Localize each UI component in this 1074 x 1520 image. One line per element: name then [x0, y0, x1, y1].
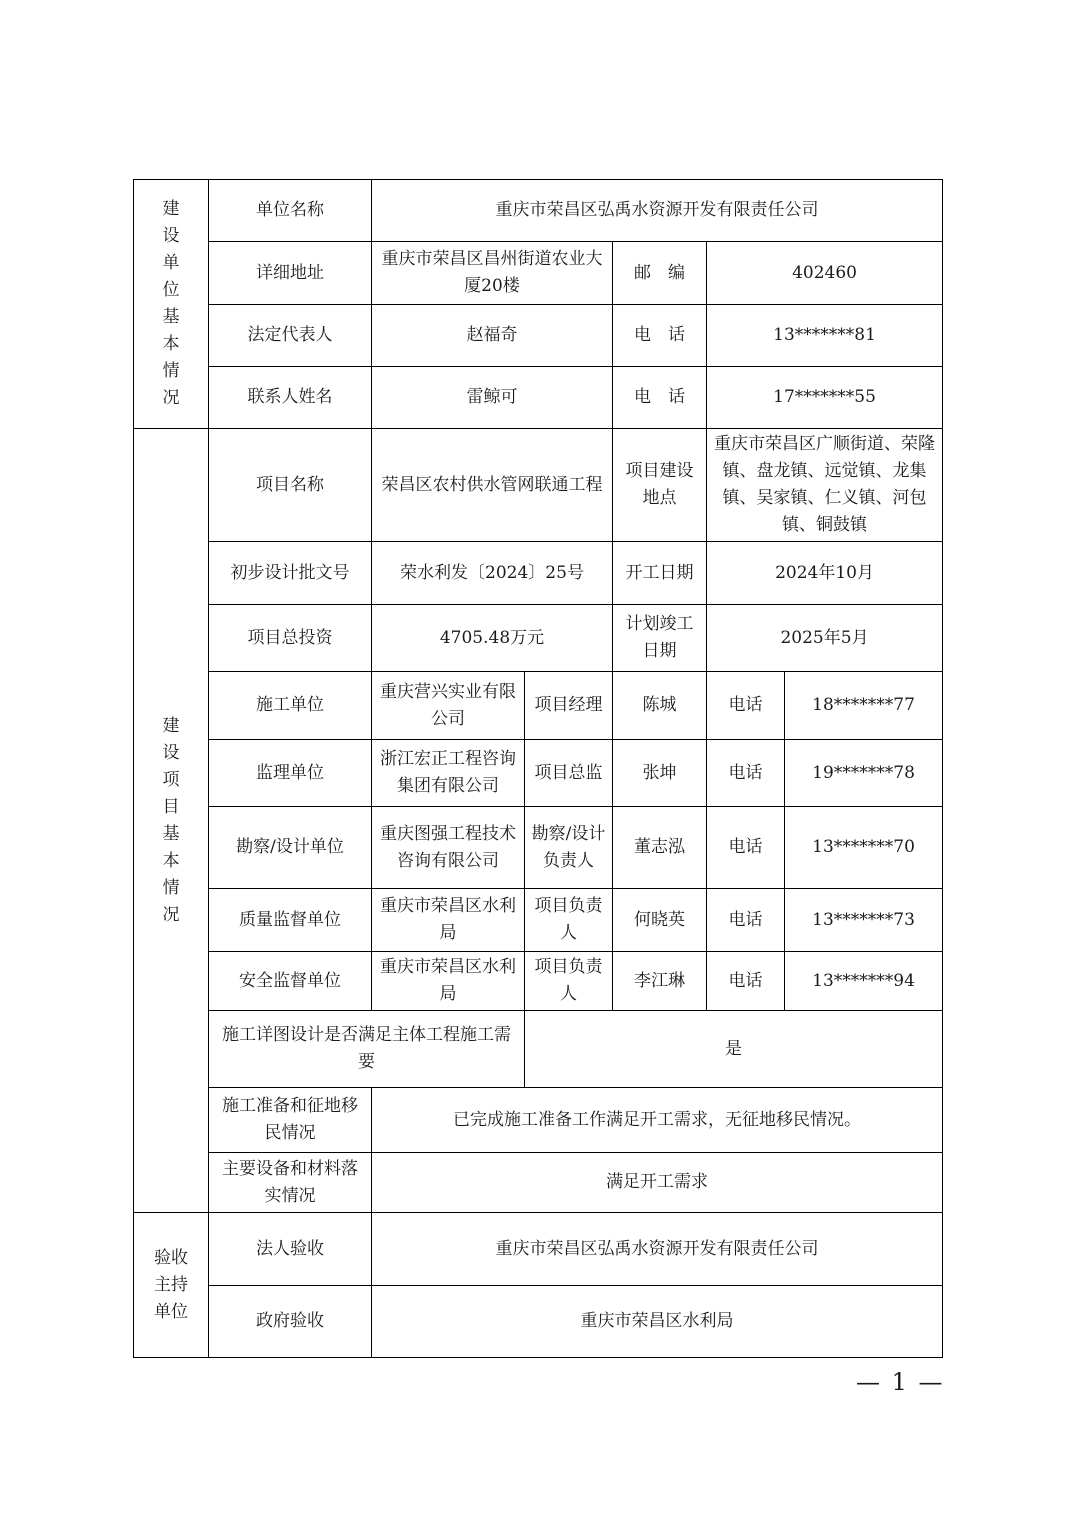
legal-rep-phone-label: 电 话	[613, 305, 707, 367]
contact-label: 联系人姓名	[209, 367, 372, 429]
row-unit-design	[134, 807, 943, 889]
quality-unit-label: 质量监督单位	[209, 889, 372, 952]
investment-value: 4705.48万元	[372, 605, 613, 672]
legal-rep-label: 法定代表人	[209, 305, 372, 367]
design-unit-org: 重庆图强工程技术咨询有限公司	[372, 807, 525, 889]
gov-acceptance-value: 重庆市荣昌区水利局	[372, 1286, 943, 1358]
safety-unit-org: 重庆市荣昌区水利局	[372, 952, 525, 1011]
section-builder-label: 建 设 单 位 基 本 情 况	[134, 180, 209, 429]
design-unit-label: 勘察/设计单位	[209, 807, 372, 889]
supervision-unit-label: 监理单位	[209, 740, 372, 807]
safety-unit-role: 项目负责人	[525, 952, 613, 1011]
quality-unit-role: 项目负责人	[525, 889, 613, 952]
row-unit-safety	[134, 952, 943, 1011]
supervision-unit-person: 张坤	[613, 740, 707, 807]
postcode-label: 邮 编	[613, 242, 707, 305]
supervision-unit-role: 项目总监	[525, 740, 613, 807]
unit-name-label: 单位名称	[209, 180, 372, 242]
project-location-label: 项目建设地点	[613, 429, 707, 542]
drawing-value: 是	[525, 1011, 943, 1088]
construction-unit-phone: 18*******77	[785, 672, 943, 740]
project-info-table	[133, 179, 943, 1358]
safety-unit-label: 安全监督单位	[209, 952, 372, 1011]
construction-unit-org: 重庆营兴实业有限公司	[372, 672, 525, 740]
design-unit-phone: 13*******70	[785, 807, 943, 889]
construction-unit-role: 项目经理	[525, 672, 613, 740]
row-investment	[134, 605, 943, 672]
safety-unit-phone: 13*******94	[785, 952, 943, 1011]
construction-unit-label: 施工单位	[209, 672, 372, 740]
quality-unit-org: 重庆市荣昌区水利局	[372, 889, 525, 952]
start-date-value: 2024年10月	[707, 542, 943, 605]
row-project-name	[134, 429, 943, 542]
row-contact	[134, 367, 943, 429]
design-unit-person: 董志泓	[613, 807, 707, 889]
supervision-unit-phone: 19*******78	[785, 740, 943, 807]
equipment-value: 满足开工需求	[372, 1153, 943, 1213]
prep-value: 已完成施工准备工作满足开工需求，无征地移民情况。	[372, 1088, 943, 1153]
quality-unit-phone-label: 电话	[707, 889, 785, 952]
start-date-label: 开工日期	[613, 542, 707, 605]
equipment-label: 主要设备和材料落实情况	[209, 1153, 372, 1213]
design-unit-role: 勘察/设计负责人	[525, 807, 613, 889]
safety-unit-person: 李江琳	[613, 952, 707, 1011]
design-unit-phone-label: 电话	[707, 807, 785, 889]
row-prep	[134, 1088, 943, 1153]
drawing-label: 施工详图设计是否满足主体工程施工需要	[209, 1011, 525, 1088]
section-project-label: 建 设 项 目 基 本 情 况	[134, 429, 209, 1213]
row-drawing	[134, 1011, 943, 1088]
row-equipment	[134, 1153, 943, 1213]
legal-rep-value: 赵福奇	[372, 305, 613, 367]
project-location-value: 重庆市荣昌区广顺街道、荣隆镇、盘龙镇、远觉镇、龙集镇、吴家镇、仁义镇、河包镇、铜鼓镇	[707, 429, 943, 542]
supervision-unit-org: 浙江宏正工程咨询集团有限公司	[372, 740, 525, 807]
investment-label: 项目总投资	[209, 605, 372, 672]
address-label: 详细地址	[209, 242, 372, 305]
section-acceptance-label: 验收 主持 单位	[134, 1213, 209, 1358]
unit-name-value: 重庆市荣昌区弘禹水资源开发有限责任公司	[372, 180, 943, 242]
postcode-value: 402460	[707, 242, 943, 305]
row-unit-construction	[134, 672, 943, 740]
construction-unit-person: 陈城	[613, 672, 707, 740]
finish-date-value: 2025年5月	[707, 605, 943, 672]
row-address	[134, 242, 943, 305]
row-legal-acceptance	[134, 1213, 943, 1286]
contact-phone-label: 电 话	[613, 367, 707, 429]
row-unit-supervision	[134, 740, 943, 807]
finish-date-label: 计划竣工日期	[613, 605, 707, 672]
project-name-value: 荣昌区农村供水管网联通工程	[372, 429, 613, 542]
construction-unit-phone-label: 电话	[707, 672, 785, 740]
approval-label: 初步设计批文号	[209, 542, 372, 605]
row-unit-quality	[134, 889, 943, 952]
approval-value: 荣水利发〔2024〕25号	[372, 542, 613, 605]
prep-label: 施工准备和征地移民情况	[209, 1088, 372, 1153]
row-unit-name	[134, 180, 943, 242]
contact-phone-value: 17*******55	[707, 367, 943, 429]
safety-unit-phone-label: 电话	[707, 952, 785, 1011]
quality-unit-person: 何晓英	[613, 889, 707, 952]
row-gov-acceptance	[134, 1286, 943, 1358]
legal-acceptance-label: 法人验收	[209, 1213, 372, 1286]
project-name-label: 项目名称	[209, 429, 372, 542]
page-number: — 1 —	[856, 1368, 945, 1396]
contact-value: 雷鲸可	[372, 367, 613, 429]
row-approval	[134, 542, 943, 605]
quality-unit-phone: 13*******73	[785, 889, 943, 952]
gov-acceptance-label: 政府验收	[209, 1286, 372, 1358]
supervision-unit-phone-label: 电话	[707, 740, 785, 807]
legal-rep-phone-value: 13*******81	[707, 305, 943, 367]
legal-acceptance-value: 重庆市荣昌区弘禹水资源开发有限责任公司	[372, 1213, 943, 1286]
address-value: 重庆市荣昌区昌州街道农业大厦20楼	[372, 242, 613, 305]
row-legal-rep	[134, 305, 943, 367]
